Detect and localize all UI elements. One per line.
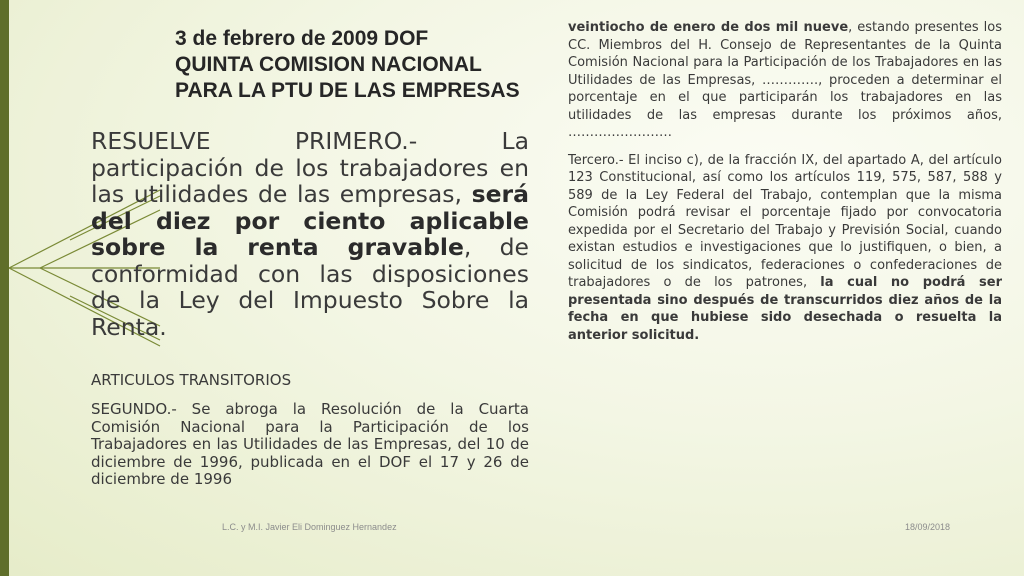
footer-author: L.C. y M.I. Javier Eli Dominguez Hernandez [222,522,397,532]
transitorios-heading: ARTICULOS TRANSITORIOS [91,371,292,389]
segundo-paragraph: SEGUNDO.- Se abroga la Resolución de la Cuarta Comisión Nacional para la Participación de los Trabajadores en las Utilidades de las Empresas, del 10 de diciembre de 1996, publicada en el DOF el 17 y 26 de diciembre de 1996 [91,400,529,488]
right-paragraph-2 [568,152,1002,345]
right-p2-text: Tercero.- El inciso c), de la fracción IX, del apartado A, del artículo 123 Constitucional, así como los artículos 119, 575, 587, 588 y 589 de la Ley Federal del Trabajo, contemplan que la misma Comisión podrá revisar el porcentaje fijado por convocatoria expedida por el Secretario del Trabajo y Previsión Social, cuando existan estudios e investigaciones que lo justifiquen, o bien, a solicitud de los sindicatos, federaciones o confederaciones de trabajadores o de los patrones, [568,152,1002,290]
right-p1-text: , estando presentes los CC. Miembros del H. Consejo de Representantes de la Quinta Comisión Nacional para la Participación de los Trabajadores en las Utilidades de las Empresas, …………., proceden a determinar el porcentaje en el que participarán los trabajadores en las utilidades de las empresas durante los próximos años, …………………… [568,20,1002,140]
date-emphasis: veintiocho de enero de dos mil nueve [568,20,849,35]
title-line: QUINTA COMISION NACIONAL [175,53,482,76]
right-paragraph-1 [568,19,1002,142]
resuelve-paragraph [91,128,529,340]
slide-title [175,26,535,104]
right-column [568,19,1002,354]
footer-date: 18/09/2018 [905,522,951,532]
resuelve-tail: , de conformidad con las disposiciones de la Ley del Impuesto Sobre la Renta. [91,233,529,341]
resuelve-emphasis: será del diez por ciento aplicable sobre la renta gravable [91,180,529,261]
right-p2-emphasis: la cual no podrá ser presentada sino después de transcurridos diez años de la fecha en que hubiese sido desechada o resuelta la anterior solicitud. [568,275,1002,343]
title-line: PARA LA PTU DE LAS EMPRESAS [175,79,520,102]
title-line: 3 de febrero de 2009 DOF [175,27,429,50]
resuelve-lead: RESUELVE PRIMERO.- La participación de los trabajadores en las utilidades de las empresas, [91,127,529,208]
